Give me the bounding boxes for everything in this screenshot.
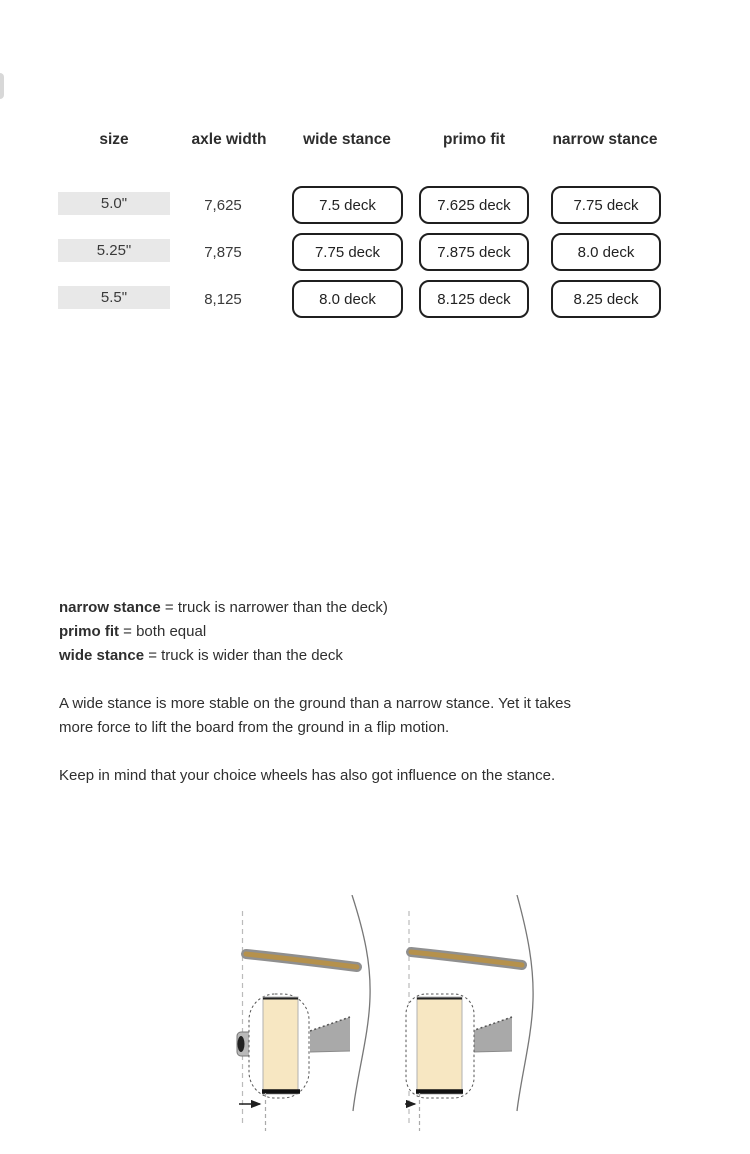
definition-term: narrow stance	[59, 599, 161, 616]
stability-paragraph: A wide stance is more stable on the ground than a narrow stance. Yet it takes more force to lift the board from the ground in a flip motion.	[59, 695, 571, 736]
size-cell: 5.0"	[58, 192, 170, 215]
column-header-narrow-stance: narrow stance	[552, 131, 658, 148]
wide-wheel-diagram	[405, 895, 533, 1131]
truck-hanger	[472, 1017, 512, 1052]
narrow-stance-value: 7.75 deck	[551, 186, 661, 224]
axle-width-value: 8,125	[204, 291, 242, 308]
narrow-stance-value: 8.25 deck	[551, 280, 661, 318]
deck-cross-section	[246, 954, 357, 967]
definition-text: = truck is narrower than the deck)	[160, 599, 388, 616]
wide-wheel	[406, 994, 474, 1098]
narrow-wheel-diagram	[237, 895, 370, 1131]
primo-fit-value: 7.875 deck	[419, 233, 529, 271]
definition-term: primo fit	[59, 623, 119, 640]
stance-notes	[59, 596, 665, 788]
wide-stance-value: 7.75 deck	[292, 233, 403, 271]
size-cell: 5.25"	[58, 239, 170, 262]
definition-primo-fit	[59, 620, 665, 644]
wheels-note-paragraph: Keep in mind that your choice wheels has also got influence on the stance.	[59, 767, 556, 784]
wide-stance-value: 8.0 deck	[292, 280, 403, 318]
primo-fit-value: 8.125 deck	[419, 280, 529, 318]
column-header-axle-width: axle width	[191, 131, 267, 148]
definition-wide-stance	[59, 644, 665, 668]
wide-stance-value: 7.5 deck	[292, 186, 403, 224]
board-outline-curve	[352, 895, 370, 1111]
narrow-stance-value: 8.0 deck	[551, 233, 661, 271]
column-header-primo-fit: primo fit	[443, 131, 505, 148]
definition-text: = truck is wider than the deck	[144, 647, 343, 664]
size-cell: 5.5"	[58, 286, 170, 309]
wheel-stance-illustration	[225, 895, 555, 1135]
axle-width-value: 7,875	[204, 244, 242, 261]
column-header-wide-stance: wide stance	[303, 131, 391, 148]
column-header-size: size	[99, 131, 129, 148]
primo-fit-value: 7.625 deck	[419, 186, 529, 224]
axle-width-value: 7,625	[204, 197, 242, 214]
narrow-wheel	[249, 994, 309, 1098]
board-outline-curve	[517, 895, 533, 1111]
page-edge-artifact	[0, 73, 4, 99]
definition-narrow-stance	[59, 596, 665, 620]
deck-cross-section	[411, 952, 522, 965]
definition-term: wide stance	[59, 647, 145, 664]
definition-text: = both equal	[119, 623, 207, 640]
truck-hanger	[310, 1017, 350, 1052]
